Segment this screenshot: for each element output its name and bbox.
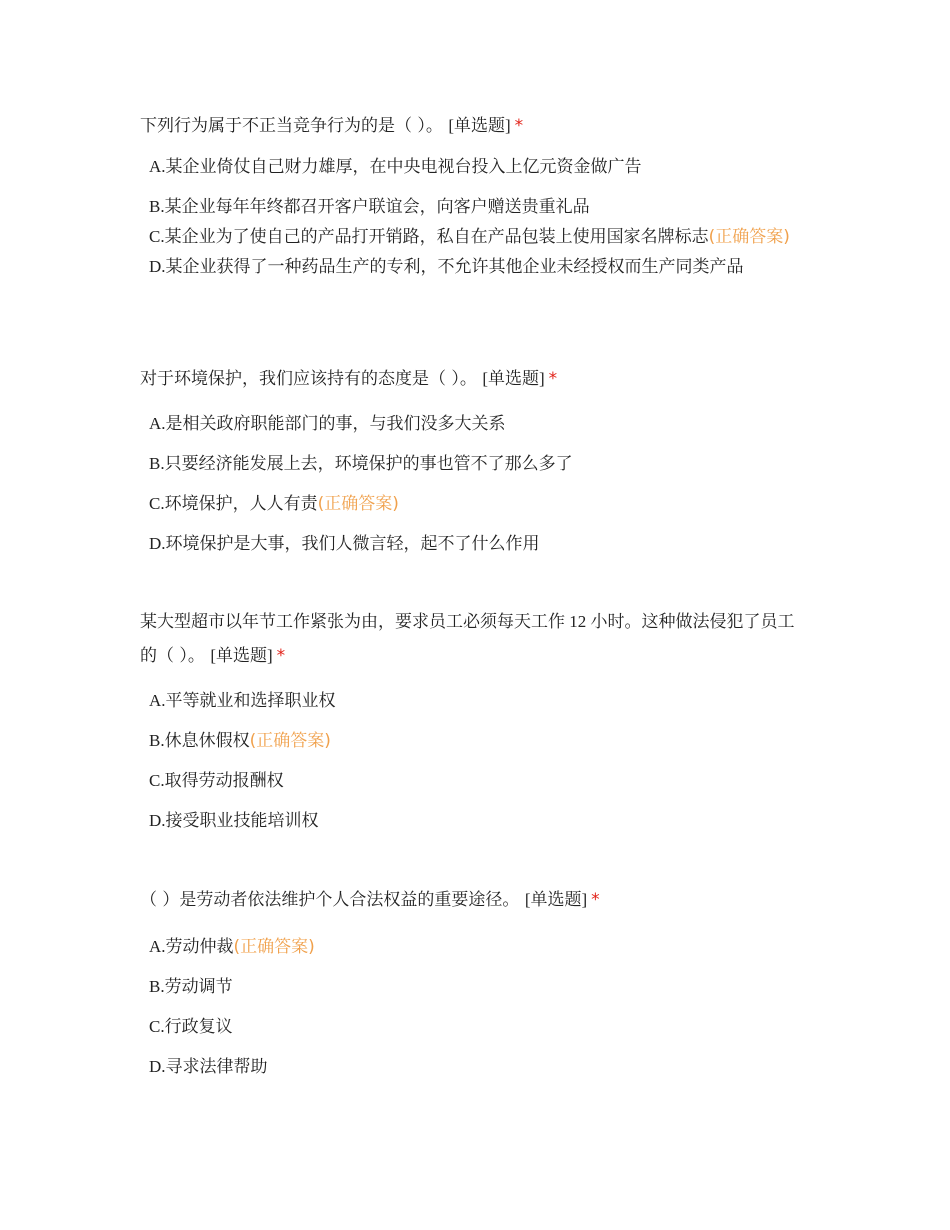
question-text: （ ）是劳动者依法维护个人合法权益的重要途径。 — [140, 890, 520, 910]
option-text: 环境保护是大事，我们人微言轻，起不了什么作用 — [165, 534, 540, 554]
option-text: 劳动调节 — [164, 977, 233, 997]
option-b[interactable] — [149, 451, 810, 477]
option-letter: B. — [149, 454, 165, 473]
question-4 — [140, 883, 810, 1080]
correct-answer-label: (正确答案) — [249, 731, 331, 751]
question-type: [单选题] — [448, 116, 511, 135]
option-list — [140, 154, 810, 280]
question-text: 下列行为属于不正当竞争行为的是（ ）。 — [140, 116, 443, 136]
required-star: * — [548, 369, 558, 389]
option-text: 寻求法律帮助 — [165, 1057, 268, 1077]
option-b[interactable] — [149, 728, 810, 754]
option-letter: A. — [149, 414, 166, 433]
correct-answer-label: (正确答案) — [233, 937, 315, 957]
question-type: [单选题] — [482, 369, 545, 388]
option-b[interactable] — [149, 974, 810, 1000]
question-text: 对于环境保护，我们应该持有的态度是（ ）。 — [140, 369, 477, 389]
question-text-part1: 某大型超市以年节工作紧张为由，要求员工必须每天工作 — [140, 612, 565, 632]
option-letter: B. — [149, 197, 165, 216]
option-list — [140, 688, 810, 834]
option-d[interactable] — [149, 808, 810, 834]
required-star: * — [591, 890, 600, 910]
option-letter: A. — [149, 157, 166, 176]
question-text-part2: 小时。这种做法侵犯了员工的（ ）。 — [140, 612, 795, 666]
question-title — [140, 109, 810, 143]
question-title — [140, 362, 810, 396]
option-text: 取得劳动报酬权 — [164, 771, 284, 791]
question-2 — [140, 362, 810, 557]
option-text: 只要经济能发展上去，环境保护的事也管不了那么多了 — [164, 454, 573, 474]
option-list — [140, 934, 810, 1080]
question-type: [单选题] — [524, 890, 588, 909]
question-title — [140, 883, 810, 917]
correct-answer-label: (正确答案) — [708, 227, 790, 247]
option-list — [140, 411, 810, 557]
question-3 — [140, 605, 810, 834]
option-letter: C. — [149, 227, 165, 246]
option-d[interactable] — [149, 254, 810, 280]
option-a[interactable] — [149, 688, 810, 714]
option-c[interactable] — [149, 1014, 810, 1040]
question-number: 12 — [565, 612, 591, 631]
option-a[interactable] — [149, 934, 810, 960]
option-a[interactable] — [149, 411, 810, 437]
option-letter: C. — [149, 771, 165, 790]
option-text: 某企业每年年终都召开客户联谊会，向客户赠送贵重礼品 — [164, 197, 590, 217]
option-text: 某企业获得了一种药品生产的专利，不允许其他企业未经授权而生产同类产品 — [165, 257, 744, 277]
option-text: 劳动仲裁 — [165, 937, 234, 957]
option-letter: B. — [149, 731, 165, 750]
option-text: 休息休假权 — [164, 731, 250, 751]
option-letter: A. — [149, 691, 166, 710]
option-text: 接受职业技能培训权 — [165, 811, 319, 831]
question-title — [140, 605, 810, 673]
option-letter: A. — [149, 937, 166, 956]
option-c[interactable] — [149, 768, 810, 794]
required-star: * — [276, 646, 286, 666]
question-1 — [140, 109, 810, 280]
option-text: 环境保护，人人有责 — [164, 494, 318, 514]
option-a[interactable] — [149, 154, 810, 180]
option-letter: C. — [149, 1017, 165, 1036]
option-letter: D. — [149, 534, 166, 553]
option-c[interactable] — [149, 491, 810, 517]
option-d[interactable] — [149, 1054, 810, 1080]
option-text: 行政复议 — [164, 1017, 233, 1037]
option-text: 平等就业和选择职业权 — [165, 691, 336, 711]
option-letter: B. — [149, 977, 165, 996]
option-d[interactable] — [149, 531, 810, 557]
option-letter: C. — [149, 494, 165, 513]
option-letter: D. — [149, 257, 166, 276]
correct-answer-label: (正确答案) — [317, 494, 399, 514]
option-b[interactable] — [149, 194, 810, 220]
required-star: * — [514, 116, 524, 136]
option-c[interactable] — [149, 224, 810, 250]
option-letter: D. — [149, 1057, 166, 1076]
option-letter: D. — [149, 811, 166, 830]
option-text: 是相关政府职能部门的事，与我们没多大关系 — [165, 414, 506, 434]
question-type: [单选题] — [210, 646, 273, 665]
option-text: 某企业倚仗自己财力雄厚，在中央电视台投入上亿元资金做广告 — [165, 157, 642, 177]
option-text: 某企业为了使自己的产品打开销路，私自在产品包装上使用国家名牌标志 — [164, 227, 709, 247]
